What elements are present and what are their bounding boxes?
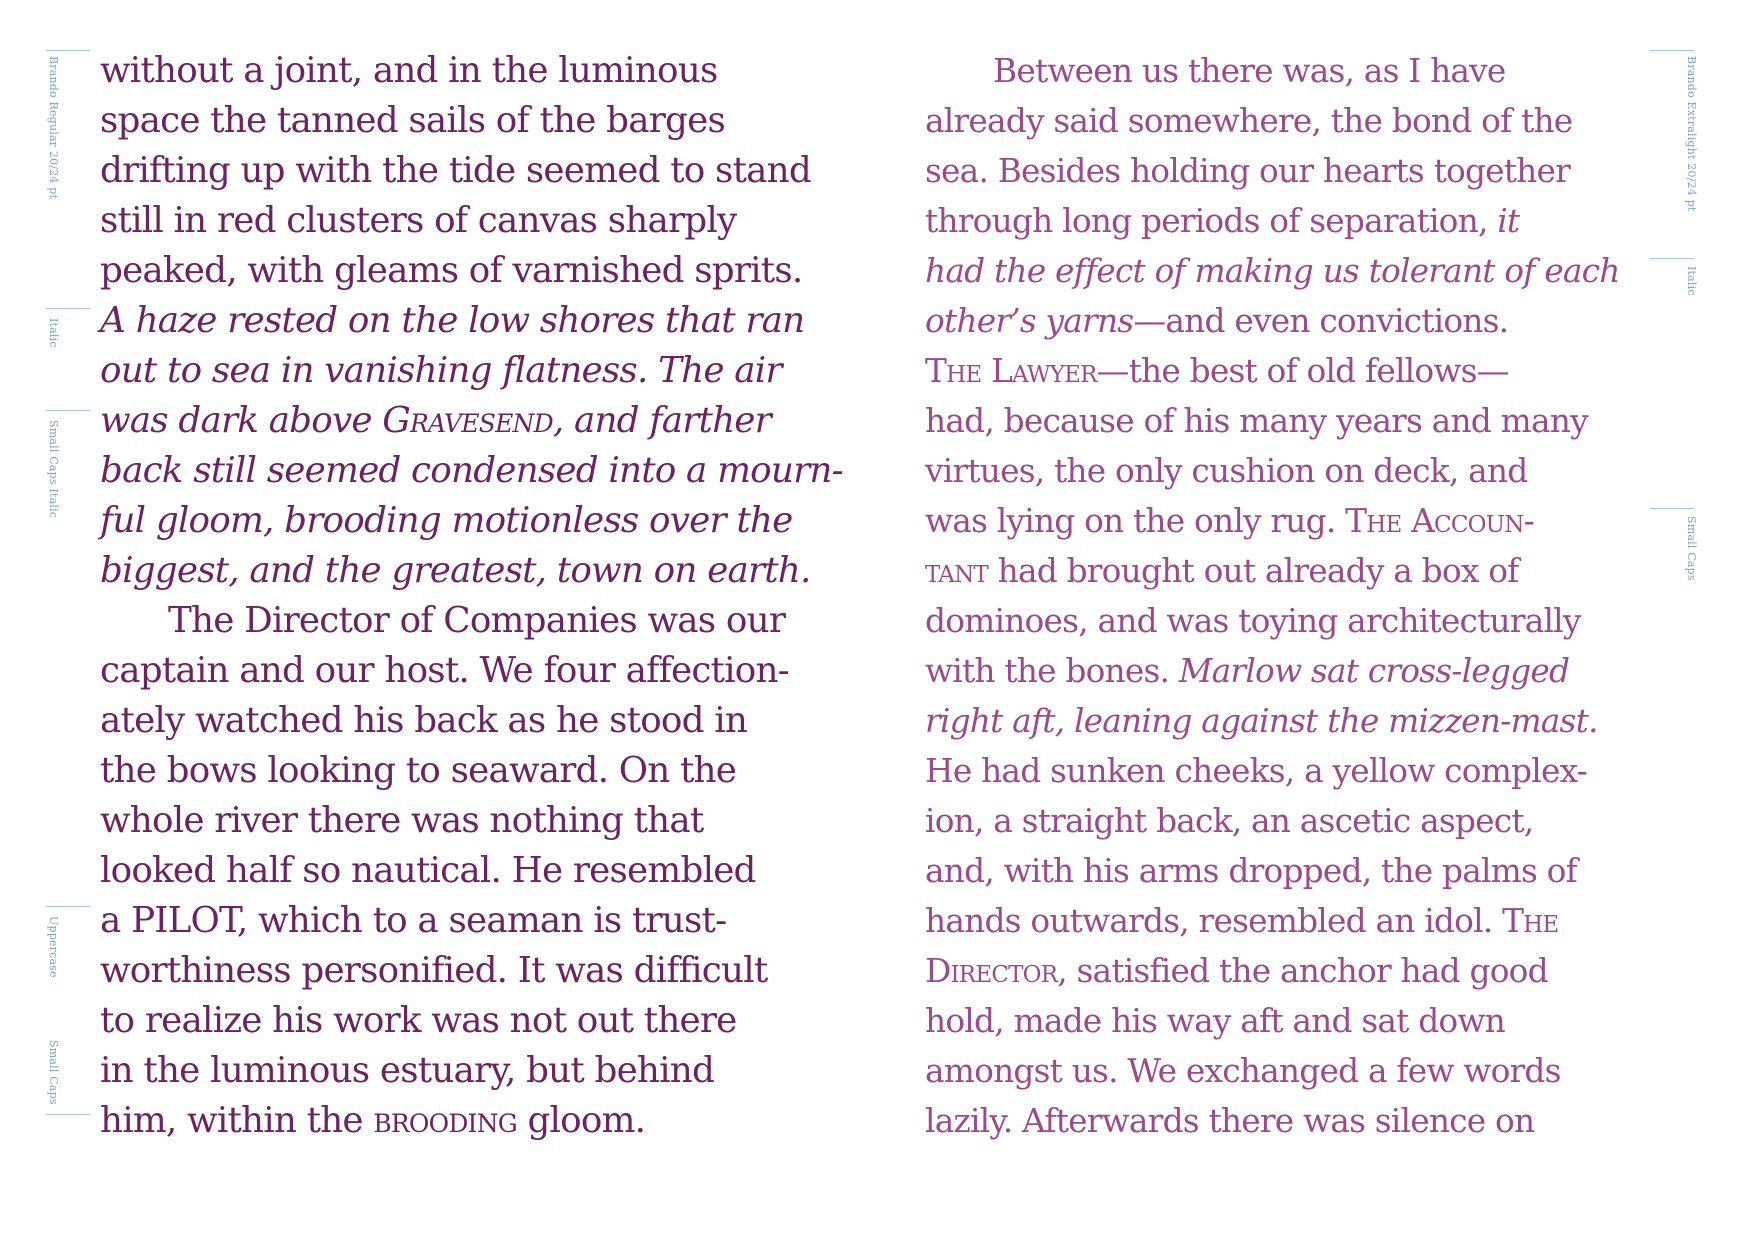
- text-line: sea. Besides holding our hearts together: [925, 152, 1571, 190]
- text-line: [925, 946, 1620, 996]
- text-run: with the bones.: [925, 652, 1179, 690]
- margin-rule: [46, 1114, 90, 1115]
- margin-rule: [46, 308, 90, 309]
- text-run: him, within the: [100, 1100, 374, 1141]
- italic-line: had the effect of making us tolerant of each: [925, 252, 1620, 290]
- italic-run: Marlow sat cross-legged: [1178, 652, 1570, 690]
- italic-line: [100, 396, 843, 446]
- text-line: in the luminous estuary, but behind: [100, 1050, 715, 1091]
- text-line: dominoes, and was toying architecturally: [925, 602, 1581, 640]
- text-line: lazily. Afterwards there was silence on: [925, 1102, 1535, 1140]
- text-line: had, because of his many years and many: [925, 402, 1588, 440]
- margin-rule: [1650, 508, 1694, 509]
- small-caps-word: brooding: [373, 1100, 517, 1141]
- text-line: amongst us. We exchanged a few words: [925, 1052, 1561, 1090]
- text-run: was dark above: [100, 400, 383, 441]
- text-line: [925, 546, 1620, 596]
- label-brando-extralight: Brando Extralight 20/24 pt: [1685, 56, 1698, 212]
- italic-run: it: [1497, 202, 1520, 240]
- italic-line: ful gloom, brooding motionless over the: [100, 500, 793, 541]
- text-line: [925, 296, 1620, 346]
- label-small-caps-italic: Small Caps Italic: [47, 420, 60, 519]
- uppercase-line: a PILOT, which to a seaman is trust-: [100, 900, 727, 941]
- small-caps-run: Director: [925, 952, 1058, 990]
- text-line: the bows looking to seaward. On the: [100, 750, 737, 791]
- text-run: , and farther: [552, 400, 771, 441]
- small-caps-run: The Lawyer: [925, 352, 1097, 390]
- text-line: already said somewhere, the bond of the: [925, 102, 1573, 140]
- text-line: space the tanned sails of the barges: [100, 100, 725, 141]
- italic-run: other’s yarns: [925, 302, 1134, 340]
- label-small-caps: Small Caps: [1685, 516, 1698, 581]
- text-line: whole river there was nothing that: [100, 800, 704, 841]
- text-line: still in red clusters of canvas sharply: [100, 200, 737, 241]
- text-run: gloom.: [516, 1100, 646, 1141]
- text-run: through long periods of separation,: [925, 202, 1498, 240]
- text-line: drifting up with the tide seemed to stand: [100, 150, 811, 191]
- small-caps-line: [100, 1096, 843, 1146]
- text-line: [925, 646, 1620, 696]
- margin-rule: [1650, 50, 1694, 51]
- text-line: [925, 196, 1620, 246]
- label-uppercase: Uppercase: [47, 916, 60, 978]
- paragraph-start-line: The Director of Companies was our: [168, 600, 786, 641]
- text-line: peaked, with gleams of varnished sprits.: [100, 250, 803, 291]
- text-run: —the best of old fellows—: [1096, 352, 1509, 390]
- small-caps-run: tant: [925, 552, 988, 590]
- text-line: hold, made his way aft and sat down: [925, 1002, 1506, 1040]
- label-small-caps: Small Caps: [47, 1040, 60, 1105]
- text-line: and, with his arms dropped, the palms of: [925, 852, 1577, 890]
- left-text-column: [100, 46, 843, 1146]
- italic-line: back still seemed condensed into a mourn-: [100, 450, 843, 491]
- italic-line: right aft, leaning against the mizzen-mast.: [925, 702, 1598, 740]
- text-line: ately watched his back as he stood in: [100, 700, 748, 741]
- italic-line: out to sea in vanishing flatness. The air: [100, 350, 782, 391]
- text-line: He had sunken cheeks, a yellow complex-: [925, 752, 1588, 790]
- margin-rule: [46, 50, 90, 51]
- margin-rule: [46, 410, 90, 411]
- label-brando-regular: Brando Regular 20/24 pt: [47, 56, 60, 200]
- margin-rule: [1650, 258, 1694, 259]
- text-run: —and even convictions.: [1133, 302, 1509, 340]
- text-line: to realize his work was not out there: [100, 1000, 737, 1041]
- italic-line: biggest, and the greatest, town on earth.: [100, 550, 811, 591]
- text-line: worthiness personified. It was difficult: [100, 950, 768, 991]
- label-italic: Italic: [1685, 266, 1698, 296]
- text-run: had brought out already a box of: [987, 552, 1519, 590]
- text-run: was lying on the only rug.: [925, 502, 1346, 540]
- text-line: [925, 496, 1620, 546]
- text-run: hands outwards, resembled an idol.: [925, 902, 1503, 940]
- small-caps-run: The Accoun-: [1345, 502, 1534, 540]
- margin-rule: [46, 906, 90, 907]
- text-line: virtues, the only cushion on deck, and: [925, 452, 1528, 490]
- text-line: without a joint, and in the luminous: [100, 50, 718, 91]
- text-run: , satisfied the anchor had good: [1057, 952, 1548, 990]
- small-caps-word: Gravesend: [382, 400, 553, 441]
- text-line: [925, 896, 1620, 946]
- paragraph-start-line: Between us there was, as I have: [993, 52, 1506, 90]
- label-italic: Italic: [47, 318, 60, 348]
- italic-line: A haze rested on the low shores that ran: [100, 300, 805, 341]
- text-line: looked half so nautical. He resembled: [100, 850, 756, 891]
- text-line: ion, a straight back, an ascetic aspect,: [925, 802, 1534, 840]
- text-line: captain and our host. We four affection-: [100, 650, 789, 691]
- right-text-column: [925, 46, 1620, 1146]
- text-line: [925, 346, 1620, 396]
- small-caps-run: The: [1502, 902, 1559, 940]
